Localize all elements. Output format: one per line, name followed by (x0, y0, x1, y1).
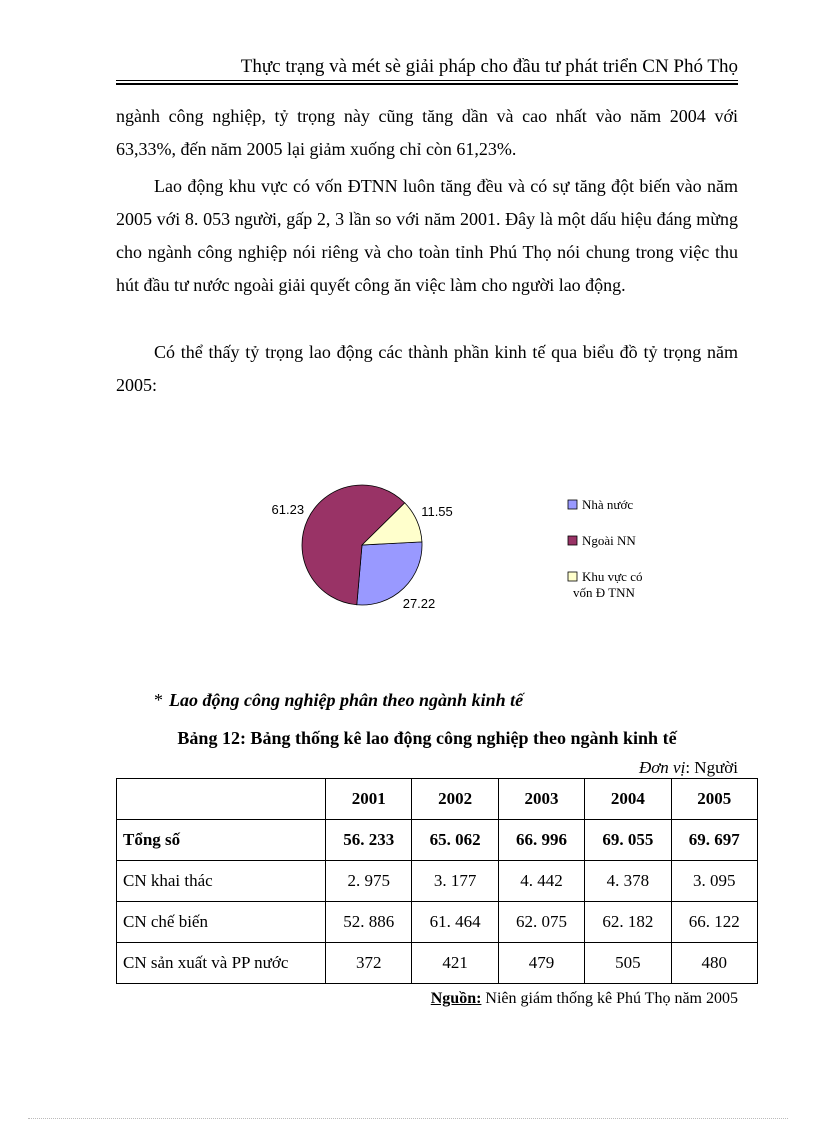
header-cell: 2005 (671, 779, 757, 820)
table-cell: 56. 233 (326, 820, 412, 861)
section-heading (154, 690, 523, 711)
pie-chart (240, 470, 680, 630)
legend-swatch (568, 572, 577, 581)
table-cell: 480 (671, 943, 757, 984)
row-label: CN chế biến (117, 902, 326, 943)
pie-chart-svg (240, 470, 680, 630)
source-note (116, 990, 738, 1008)
table-cell: 69. 697 (671, 820, 757, 861)
row-label: CN sản xuất và PP nước (117, 943, 326, 984)
legend-swatch (568, 500, 577, 509)
source-label: Nguồn: (430, 990, 482, 1007)
slice-value-label: 11.55 (421, 503, 453, 519)
table-row (117, 820, 758, 861)
page-bottom-rule (28, 1118, 788, 1119)
table-cell: 2. 975 (326, 861, 412, 902)
table-row (117, 902, 758, 943)
slice-value-label: 61.23 (271, 502, 305, 518)
unit-label: Đơn vị (638, 758, 686, 777)
table-cell: 4. 442 (498, 861, 584, 902)
table-cell: 69. 055 (585, 820, 671, 861)
labor-table (116, 778, 758, 984)
paragraph-1: ngành công nghiệp, tỷ trọng này cũng tăng dần và cao nhất vào năm 2004 với 63,33%, đến năm 2005 lại giảm xuống chỉ còn 61,23%. (116, 106, 738, 159)
slice-value-label: 27.22 (402, 596, 436, 611)
table-cell: 3. 177 (412, 861, 498, 902)
header-cell (117, 779, 326, 820)
table-cell: 52. 886 (326, 902, 412, 943)
paragraph-3: Có thể thấy tỷ trọng lao động các thành phần kinh tế qua biểu đồ tỷ trọng năm 2005: (116, 342, 738, 395)
row-label: CN khai thác (117, 861, 326, 902)
table-cell: 62. 182 (585, 902, 671, 943)
unit-value: : Người (685, 758, 738, 777)
table-row (117, 861, 758, 902)
table-cell: 65. 062 (412, 820, 498, 861)
table-title: Bảng 12: Bảng thống kê lao động công nghiệp theo ngành kinh tế (177, 728, 677, 748)
legend-label: Ngoài NN (582, 533, 636, 548)
table-cell: 421 (412, 943, 498, 984)
table-cell: 62. 075 (498, 902, 584, 943)
page-header: Thực trạng và mét sè giải pháp cho đầu tư phát triển CN Phó Thọ (240, 56, 738, 77)
legend-label: Nhà nước (582, 497, 634, 512)
table-cell: 3. 095 (671, 861, 757, 902)
table-header-row (117, 779, 758, 820)
header-cell: 2003 (498, 779, 584, 820)
header-rule (116, 80, 738, 81)
header-rule-thick (116, 83, 738, 85)
table-row (117, 943, 758, 984)
section-star: * (154, 690, 163, 710)
legend-label: vốn Đ TNN (573, 585, 635, 600)
legend-swatch (568, 536, 577, 545)
table-cell: 4. 378 (585, 861, 671, 902)
table-cell: 66. 996 (498, 820, 584, 861)
table-cell: 505 (585, 943, 671, 984)
table-cell: 372 (326, 943, 412, 984)
row-label: Tổng số (117, 820, 326, 861)
table-cell: 61. 464 (412, 902, 498, 943)
legend-label: Khu vực có (582, 569, 643, 584)
table-cell: 479 (498, 943, 584, 984)
header-cell: 2004 (585, 779, 671, 820)
paragraph-2: Lao động khu vực có vốn ĐTNN luôn tăng đều và có sự tăng đột biến vào năm 2005 với 8. 053 người, gấp 2, 3 lần so với năm 2001. Đây là một dấu hiệu đáng mừng cho ngành công nghiệp nói riêng và cho toàn tỉnh Phú Thọ nói chung trong việc thu hút đầu tư nước ngoài giải quyết công ăn việc làm cho người lao động. (116, 176, 738, 295)
table-cell: 66. 122 (671, 902, 757, 943)
header-cell: 2001 (326, 779, 412, 820)
source-text: Niên giám thống kê Phú Thọ năm 2005 (481, 990, 738, 1007)
section-title: Lao động công nghiệp phân theo ngành kinh tế (169, 690, 524, 710)
table-unit (116, 758, 738, 778)
header-cell: 2002 (412, 779, 498, 820)
